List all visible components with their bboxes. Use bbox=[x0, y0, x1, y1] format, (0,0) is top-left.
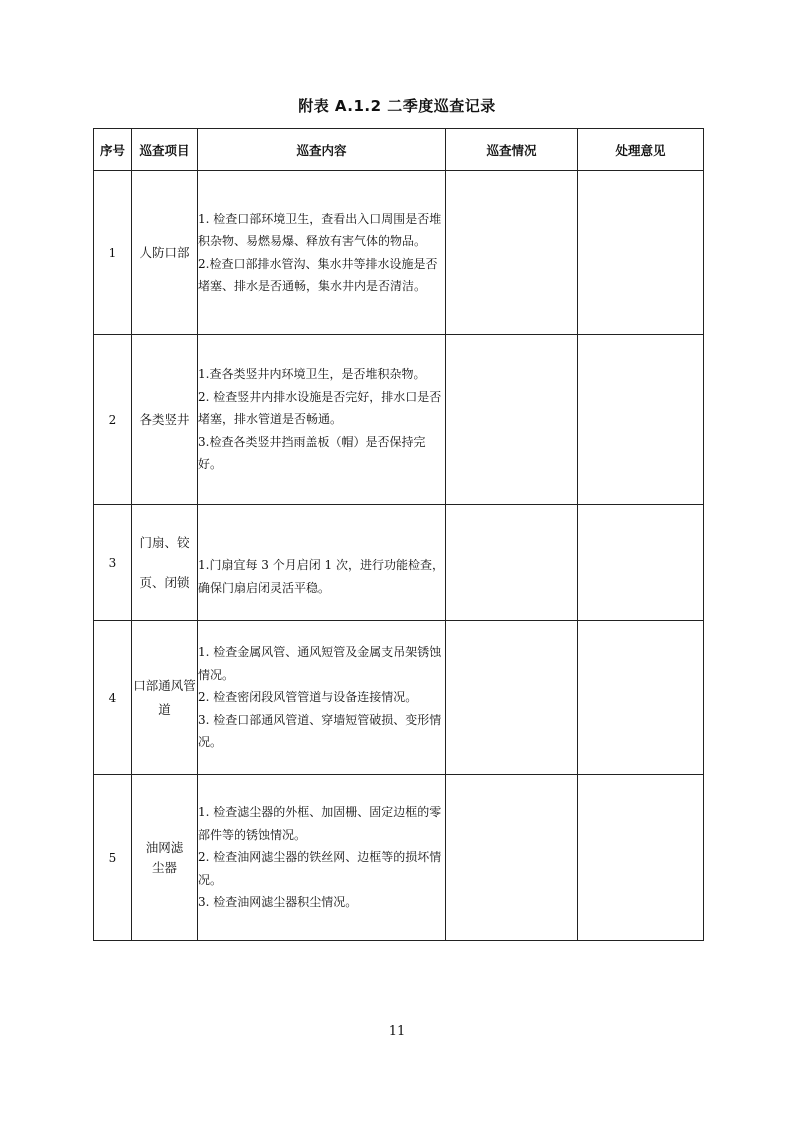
page-number: 11 bbox=[388, 1024, 406, 1039]
content-line: 1. 检查滤尘器的外框、加固栅、固定边框的零部件等的锈蚀情况。 bbox=[198, 805, 442, 842]
content-line: 2. 检查油网滤尘器的铁丝网、边框等的损坏情况。 bbox=[198, 850, 442, 887]
row-seq: 3 bbox=[94, 505, 132, 621]
row-seq: 1 bbox=[94, 171, 132, 335]
status-cell[interactable] bbox=[446, 775, 578, 941]
status-cell[interactable] bbox=[446, 621, 578, 775]
content-line: 1.门扇宜每 3 个月启闭 1 次，进行功能检查，确保门扇启闭灵活平稳。 bbox=[198, 558, 444, 595]
row-content bbox=[198, 171, 446, 335]
content-line: 2. 检查竖井内排水设施是否完好，排水口是否堵塞，排水管道是否畅通。 bbox=[198, 389, 442, 427]
content-line: 3. 检查口部通风管道、穿墙短管破损、变形情况。 bbox=[198, 712, 442, 750]
row-seq: 2 bbox=[94, 335, 132, 505]
row-seq: 4 bbox=[94, 621, 132, 775]
table-row bbox=[94, 621, 704, 775]
content-line: 1.查各类竖井内环境卫生，是否堆积杂物。 bbox=[198, 367, 426, 382]
row-content bbox=[198, 621, 446, 775]
row-seq: 5 bbox=[94, 775, 132, 941]
opinion-cell[interactable] bbox=[578, 505, 704, 621]
header-seq: 序号 bbox=[94, 129, 132, 171]
header-content: 巡查内容 bbox=[198, 129, 446, 171]
inspection-record-table bbox=[93, 128, 704, 941]
table-row bbox=[94, 775, 704, 941]
table-row bbox=[94, 335, 704, 505]
table-header-row bbox=[94, 129, 704, 171]
status-cell[interactable] bbox=[446, 505, 578, 621]
content-line: 1. 检查金属风管、通风短管及金属支吊架锈蚀情况。 bbox=[198, 645, 442, 682]
table-row bbox=[94, 505, 704, 621]
content-line: 1. 检查口部环境卫生，查看出入口周围是否堆积杂物、易燃易爆、释放有害气体的物品。 bbox=[198, 211, 442, 248]
row-content bbox=[198, 335, 446, 505]
row-content bbox=[198, 775, 446, 941]
header-status: 巡查情况 bbox=[446, 129, 578, 171]
row-item: 门扇、铰页、闭锁 bbox=[132, 505, 198, 621]
content-line: 2. 检查密闭段风管管道与设备连接情况。 bbox=[198, 690, 418, 705]
table-row bbox=[94, 171, 704, 335]
opinion-cell[interactable] bbox=[578, 171, 704, 335]
content-line: 3. 检查油网滤尘器积尘情况。 bbox=[198, 895, 358, 910]
status-cell[interactable] bbox=[446, 335, 578, 505]
header-item: 巡查项目 bbox=[132, 129, 198, 171]
row-item: 人防口部 bbox=[132, 171, 198, 335]
opinion-cell[interactable] bbox=[578, 775, 704, 941]
row-item: 口部通风管道 bbox=[132, 621, 198, 775]
content-line: 2.检查口部排水管沟、集水井等排水设施是否堵塞、排水是否通畅，集水井内是否清洁。 bbox=[198, 256, 438, 293]
row-item: 油网滤尘器 bbox=[132, 775, 198, 941]
opinion-cell[interactable] bbox=[578, 621, 704, 775]
document-title: 附表 A.1.2 二季度巡查记录 bbox=[298, 97, 496, 115]
opinion-cell[interactable] bbox=[578, 335, 704, 505]
row-item: 各类竖井 bbox=[132, 335, 198, 505]
status-cell[interactable] bbox=[446, 171, 578, 335]
row-content bbox=[198, 505, 446, 621]
header-opinion: 处理意见 bbox=[578, 129, 704, 171]
content-line: 3.检查各类竖井挡雨盖板（帽）是否保持完好。 bbox=[198, 434, 426, 472]
